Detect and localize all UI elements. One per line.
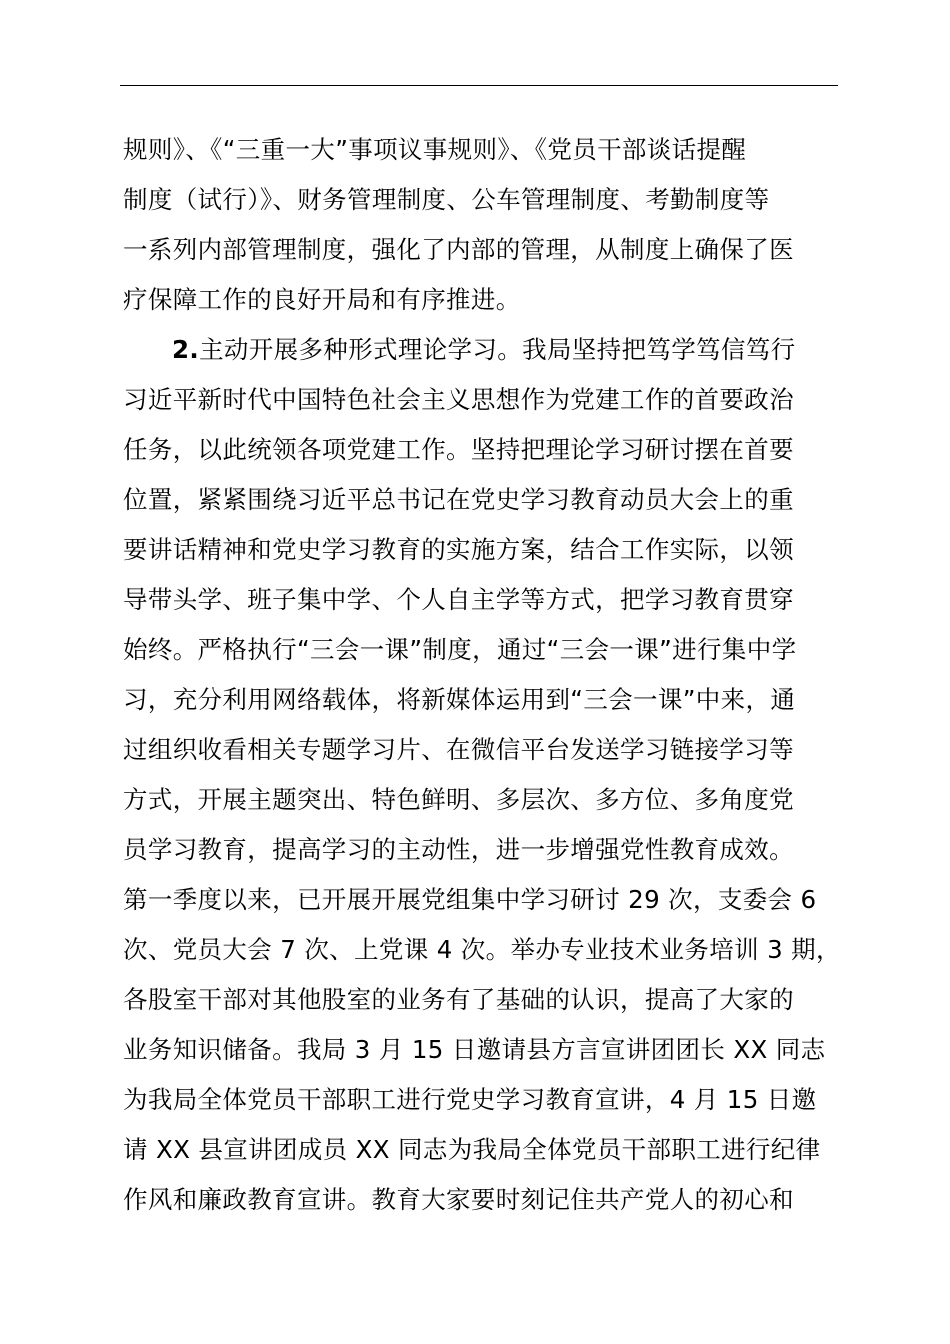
text-line: 始终。严格执行“三会一课”制度，通过“三会一课”进行集中学 bbox=[123, 635, 797, 664]
header-rule bbox=[120, 85, 838, 86]
text-line: 疗保障工作的良好开局和有序推进。 bbox=[123, 285, 521, 314]
text-line: 为我局全体党员干部职工进行党史学习教育宣讲，4 月 15 日邀 bbox=[123, 1085, 817, 1114]
text-line: 过组织收看相关专题学习片、在微信平台发送学习链接学习等 bbox=[123, 735, 794, 764]
text-line: 要讲话精神和党史学习教育的实施方案，结合工作实际，以领 bbox=[123, 535, 794, 564]
text-line: 任务，以此统领各项党建工作。坚持把理论学习研讨摆在首要 bbox=[123, 435, 794, 464]
text-line: 制度（试行）》、财务管理制度、公车管理制度、考勤制度等 bbox=[123, 185, 770, 214]
text-line: 作风和廉政教育宣讲。教育大家要时刻记住共产党人的初心和 bbox=[123, 1185, 794, 1214]
text-line: 次、党员大会 7 次、上党课 4 次。举办专业技术业务培训 3 期， bbox=[123, 935, 841, 964]
text-line: 导带头学、班子集中学、个人自主学等方式，把学习教育贯穿 bbox=[123, 585, 794, 614]
section-heading-line bbox=[172, 331, 795, 369]
text-line: 各股室干部对其他股室的业务有了基础的认识，提高了大家的 bbox=[123, 985, 794, 1014]
text-line: 业务知识储备。我局 3 月 15 日邀请县方言宣讲团团长 XX 同志 bbox=[123, 1035, 826, 1064]
section-number: 2. bbox=[172, 335, 200, 364]
text-line: 习近平新时代中国特色社会主义思想作为党建工作的首要政治 bbox=[123, 385, 794, 414]
text-line: 第一季度以来，已开展开展党组集中学习研讨 29 次，支委会 6 bbox=[123, 885, 817, 914]
text-line: 方式，开展主题突出、特色鲜明、多层次、多方位、多角度党 bbox=[123, 785, 794, 814]
text-line: 员学习教育，提高学习的主动性，进一步增强党性教育成效。 bbox=[123, 835, 794, 864]
text-line: 习，充分利用网络载体，将新媒体运用到“三会一课”中来，通 bbox=[123, 685, 796, 714]
text-line: 一系列内部管理制度，强化了内部的管理，从制度上确保了医 bbox=[123, 235, 794, 264]
text-line: 主动开展多种形式理论学习。我局坚持把笃学笃信笃行 bbox=[199, 335, 796, 364]
text-line: 位置，紧紧围绕习近平总书记在党史学习教育动员大会上的重 bbox=[123, 485, 794, 514]
text-line: 规则》、《“三重一大”事项议事规则》、《党员干部谈话提醒 bbox=[123, 135, 747, 164]
text-line: 请 XX 县宣讲团成员 XX 同志为我局全体党员干部职工进行纪律 bbox=[123, 1135, 821, 1164]
